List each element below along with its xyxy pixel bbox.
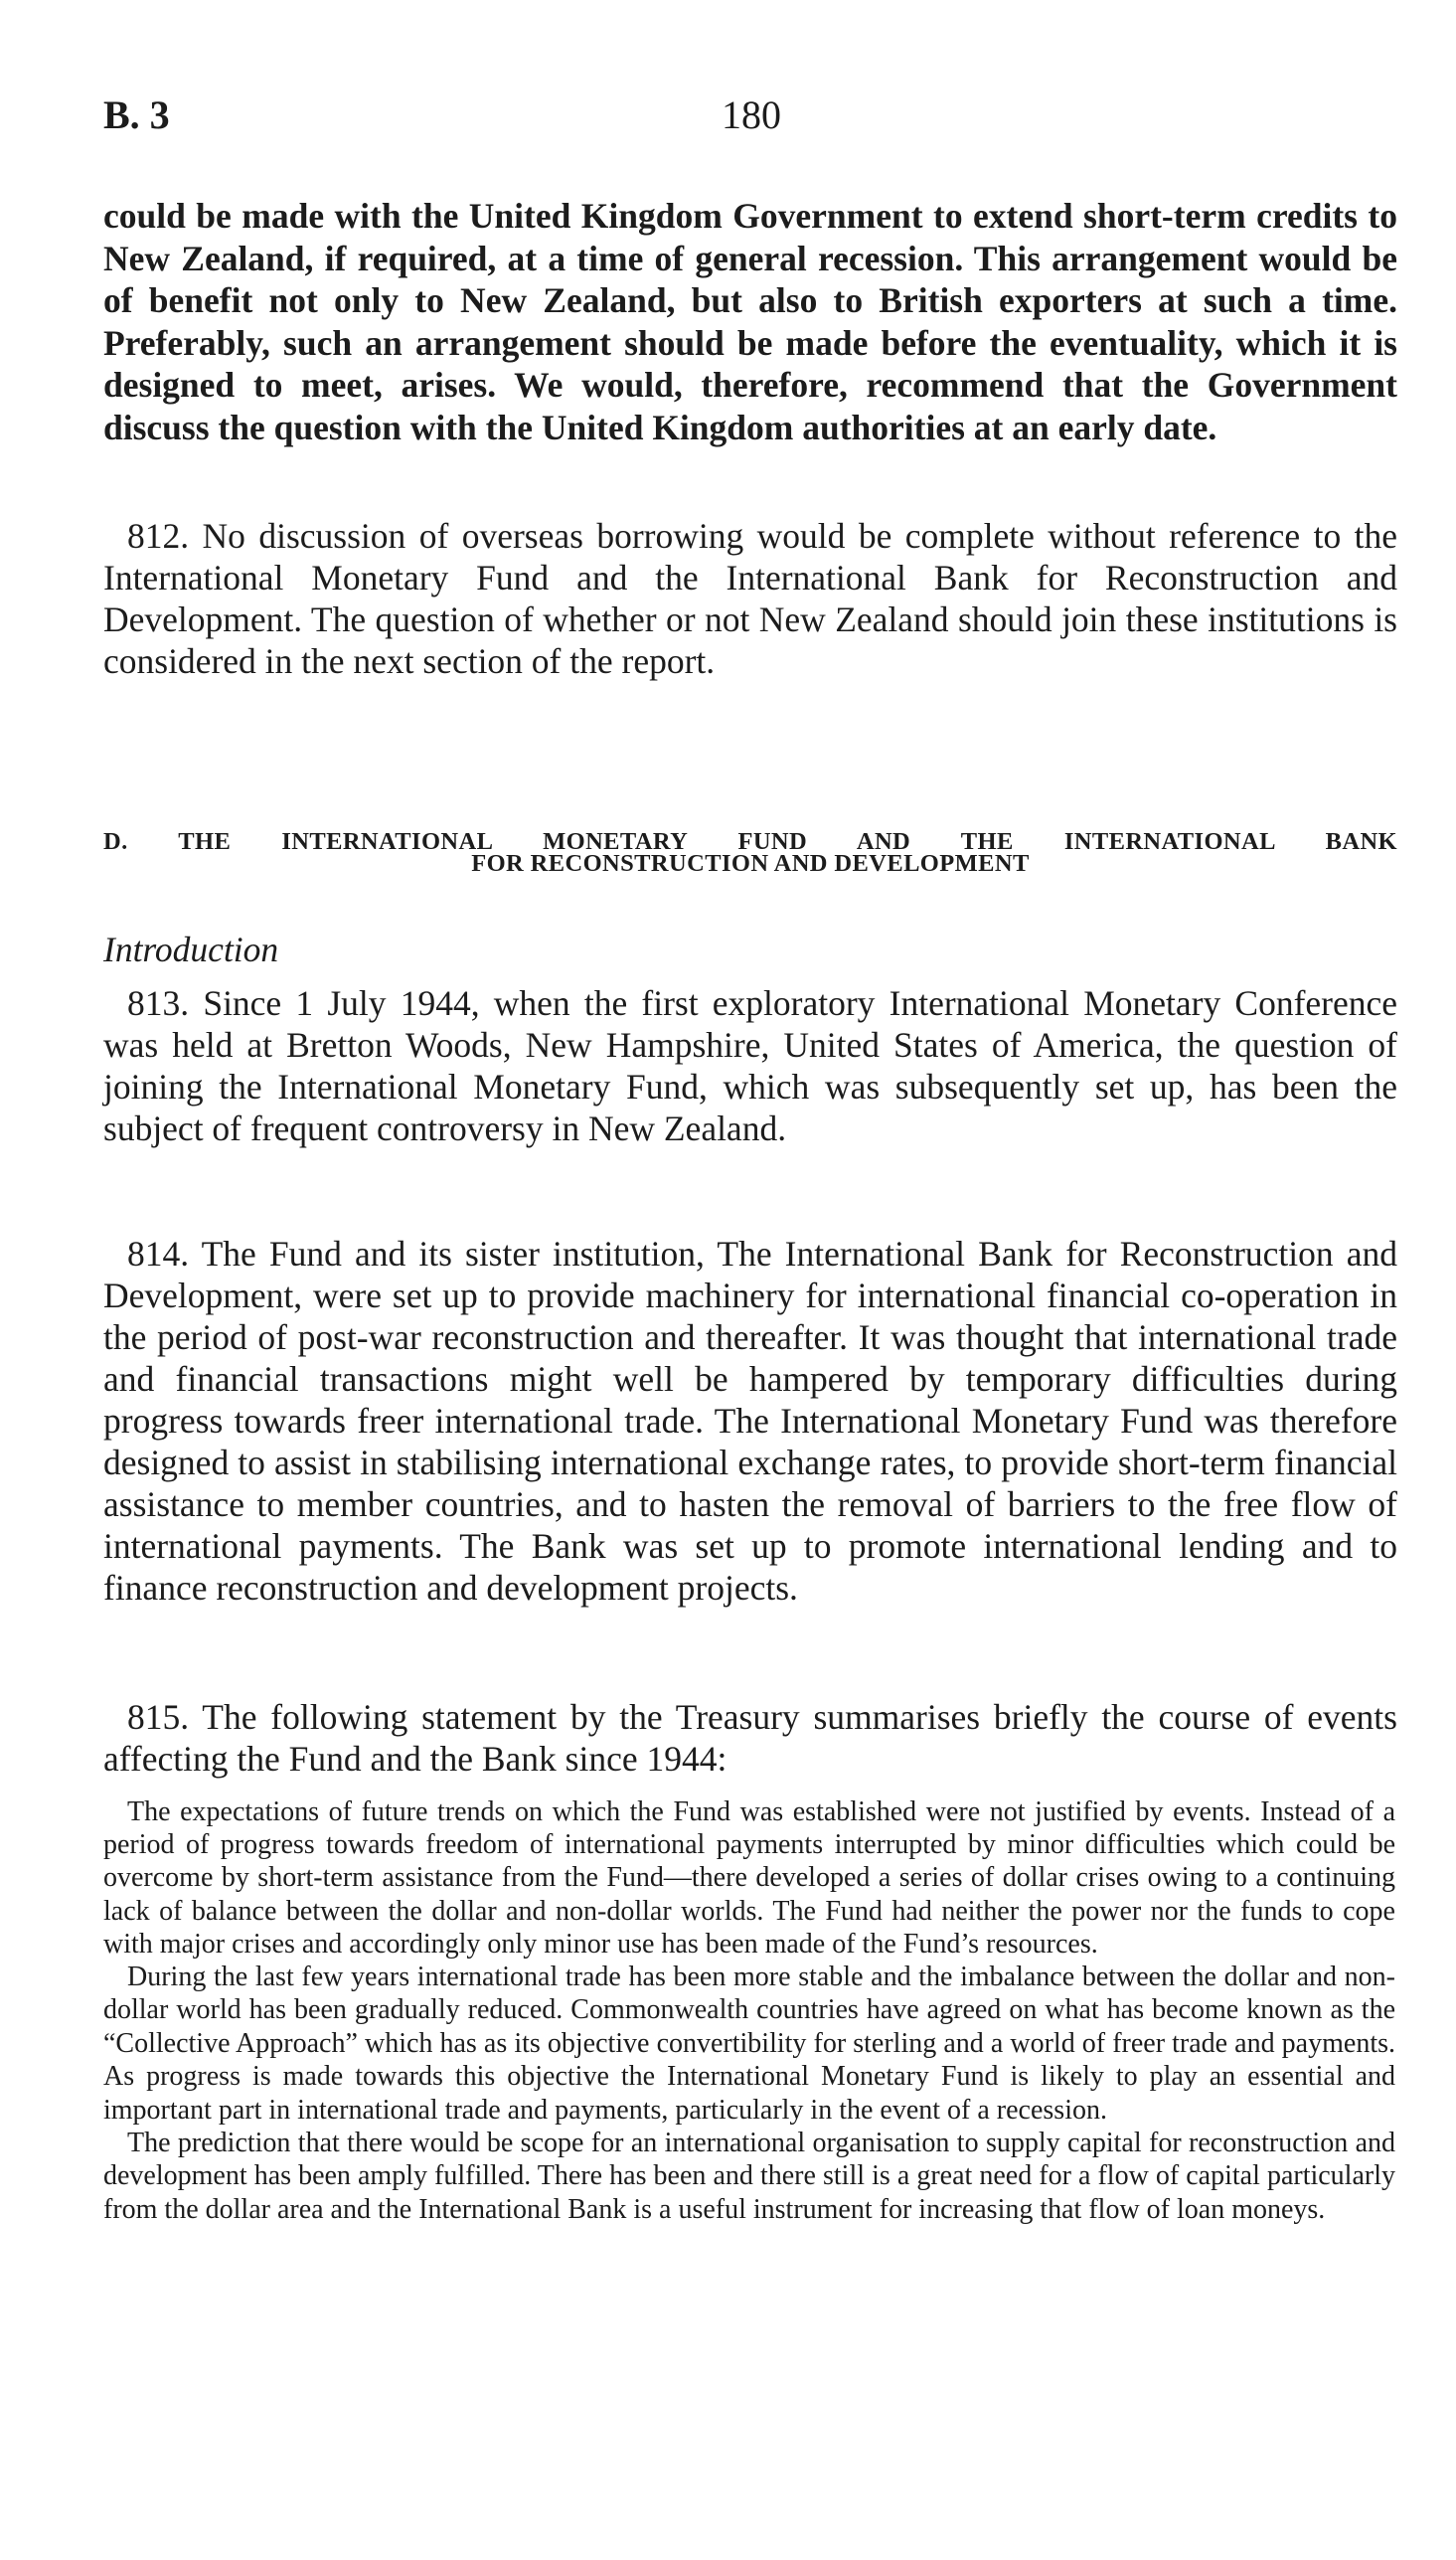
treasury-statement-paragraph-3: The prediction that there would be scope for an international organisation to supply capital for reconstruction and development has been amply fulfilled. There has been and there still is a great need for a flow of capital particularly from the dollar area and the International Bank is a useful instrument for increasing that flow of loan moneys. bbox=[103, 2128, 1395, 2225]
page-header bbox=[103, 91, 1395, 151]
paragraph-812-text: 812. No discussion of overseas borrowing would be complete without reference to the International Monetary Fund and the International Bank for Reconstruction and Development. The question of whether or not New Zealand should join these institutions is considered in the next section of the report. bbox=[103, 516, 1397, 681]
treasury-statement-paragraph-1: The expectations of future trends on which the Fund was established were not justified by events. Instead of a period of progress towards freedom of international payments interrupted by minor difficulties which could be overcome by short-term assistance from the Fund—there developed a series of dollar crises owing to a continuing lack of balance between the dollar and non-dollar worlds. The Fund had neither the power nor the funds to cope with major crises and accordingly only minor use has been made of the Fund’s resources. bbox=[103, 1796, 1395, 1960]
treasury-statement-paragraph-2: During the last few years international trade has been more stable and the imbalance between the dollar and non-dollar world has been gradually reduced. Commonwealth countries have agreed on what has become known as the “Collective Approach” which has as its objective convertibility for sterling and a world of freer trade and payments. As progress is made towards this objective the International Monetary Fund is likely to play an essential and important part in international trade and payments, particularly in the event of a recession. bbox=[103, 1962, 1395, 2126]
section-heading-line-1: D. THE INTERNATIONAL MONETARY FUND AND THE INTERNATIONAL BANK bbox=[103, 828, 1397, 855]
paragraph-815-text: 815. The following statement by the Treasury summarises briefly the course of events affecting the Fund and the Bank since 1944: bbox=[103, 1697, 1397, 1779]
paragraph-813-text: 813. Since 1 July 1944, when the first exploratory International Monetary Conference was held at Bretton Woods, New Hampshire, United States of America, the question of joining the International Monetary Fund, which was subsequently set up, has been the subject of frequent controversy in New Zealand. bbox=[103, 983, 1397, 1148]
section-heading bbox=[103, 828, 1397, 877]
series-code: B. 3 bbox=[103, 92, 170, 137]
subheading-introduction: Introduction bbox=[103, 930, 279, 969]
page-number: 180 bbox=[722, 92, 781, 137]
recommendation-text: could be made with the United Kingdom Government to extend short-term credits to New Zealand, if required, at a time of general recession. This arrangement would be of benefit not only to New Zealand, but also to British exporters at such a time. Preferably, such an arrangement should be made before the eventuality, which it is designed to meet, arises. We would, therefore, recommend that the Government discuss the question with the United Kingdom authorities at an early date. bbox=[103, 196, 1397, 447]
paragraph-814-text: 814. The Fund and its sister institution, The International Bank for Reconstruction and Development, were set up to provide machinery for international financial co-operation in the period of post-war reconstruction and thereafter. It was thought that international trade and financial transactions might well be hampered by temporary difficulties during progress towards freer international trade. The International Monetary Fund was therefore designed to assist in stabilising international exchange rates, to provide short-term financial assistance to member countries, and to hasten the removal of barriers to the free flow of international payments. The Bank was set up to promote international lending and to finance reconstruction and development projects. bbox=[103, 1234, 1397, 1608]
treasury-statement bbox=[103, 1795, 1395, 2226]
paragraph-813 bbox=[103, 982, 1397, 1149]
section-heading-line-2: FOR RECONSTRUCTION AND DEVELOPMENT bbox=[471, 850, 1030, 877]
paragraph-814 bbox=[103, 1233, 1397, 1609]
paragraph-815 bbox=[103, 1696, 1397, 1780]
recommendation-continued bbox=[103, 195, 1397, 448]
paragraph-812 bbox=[103, 515, 1397, 682]
